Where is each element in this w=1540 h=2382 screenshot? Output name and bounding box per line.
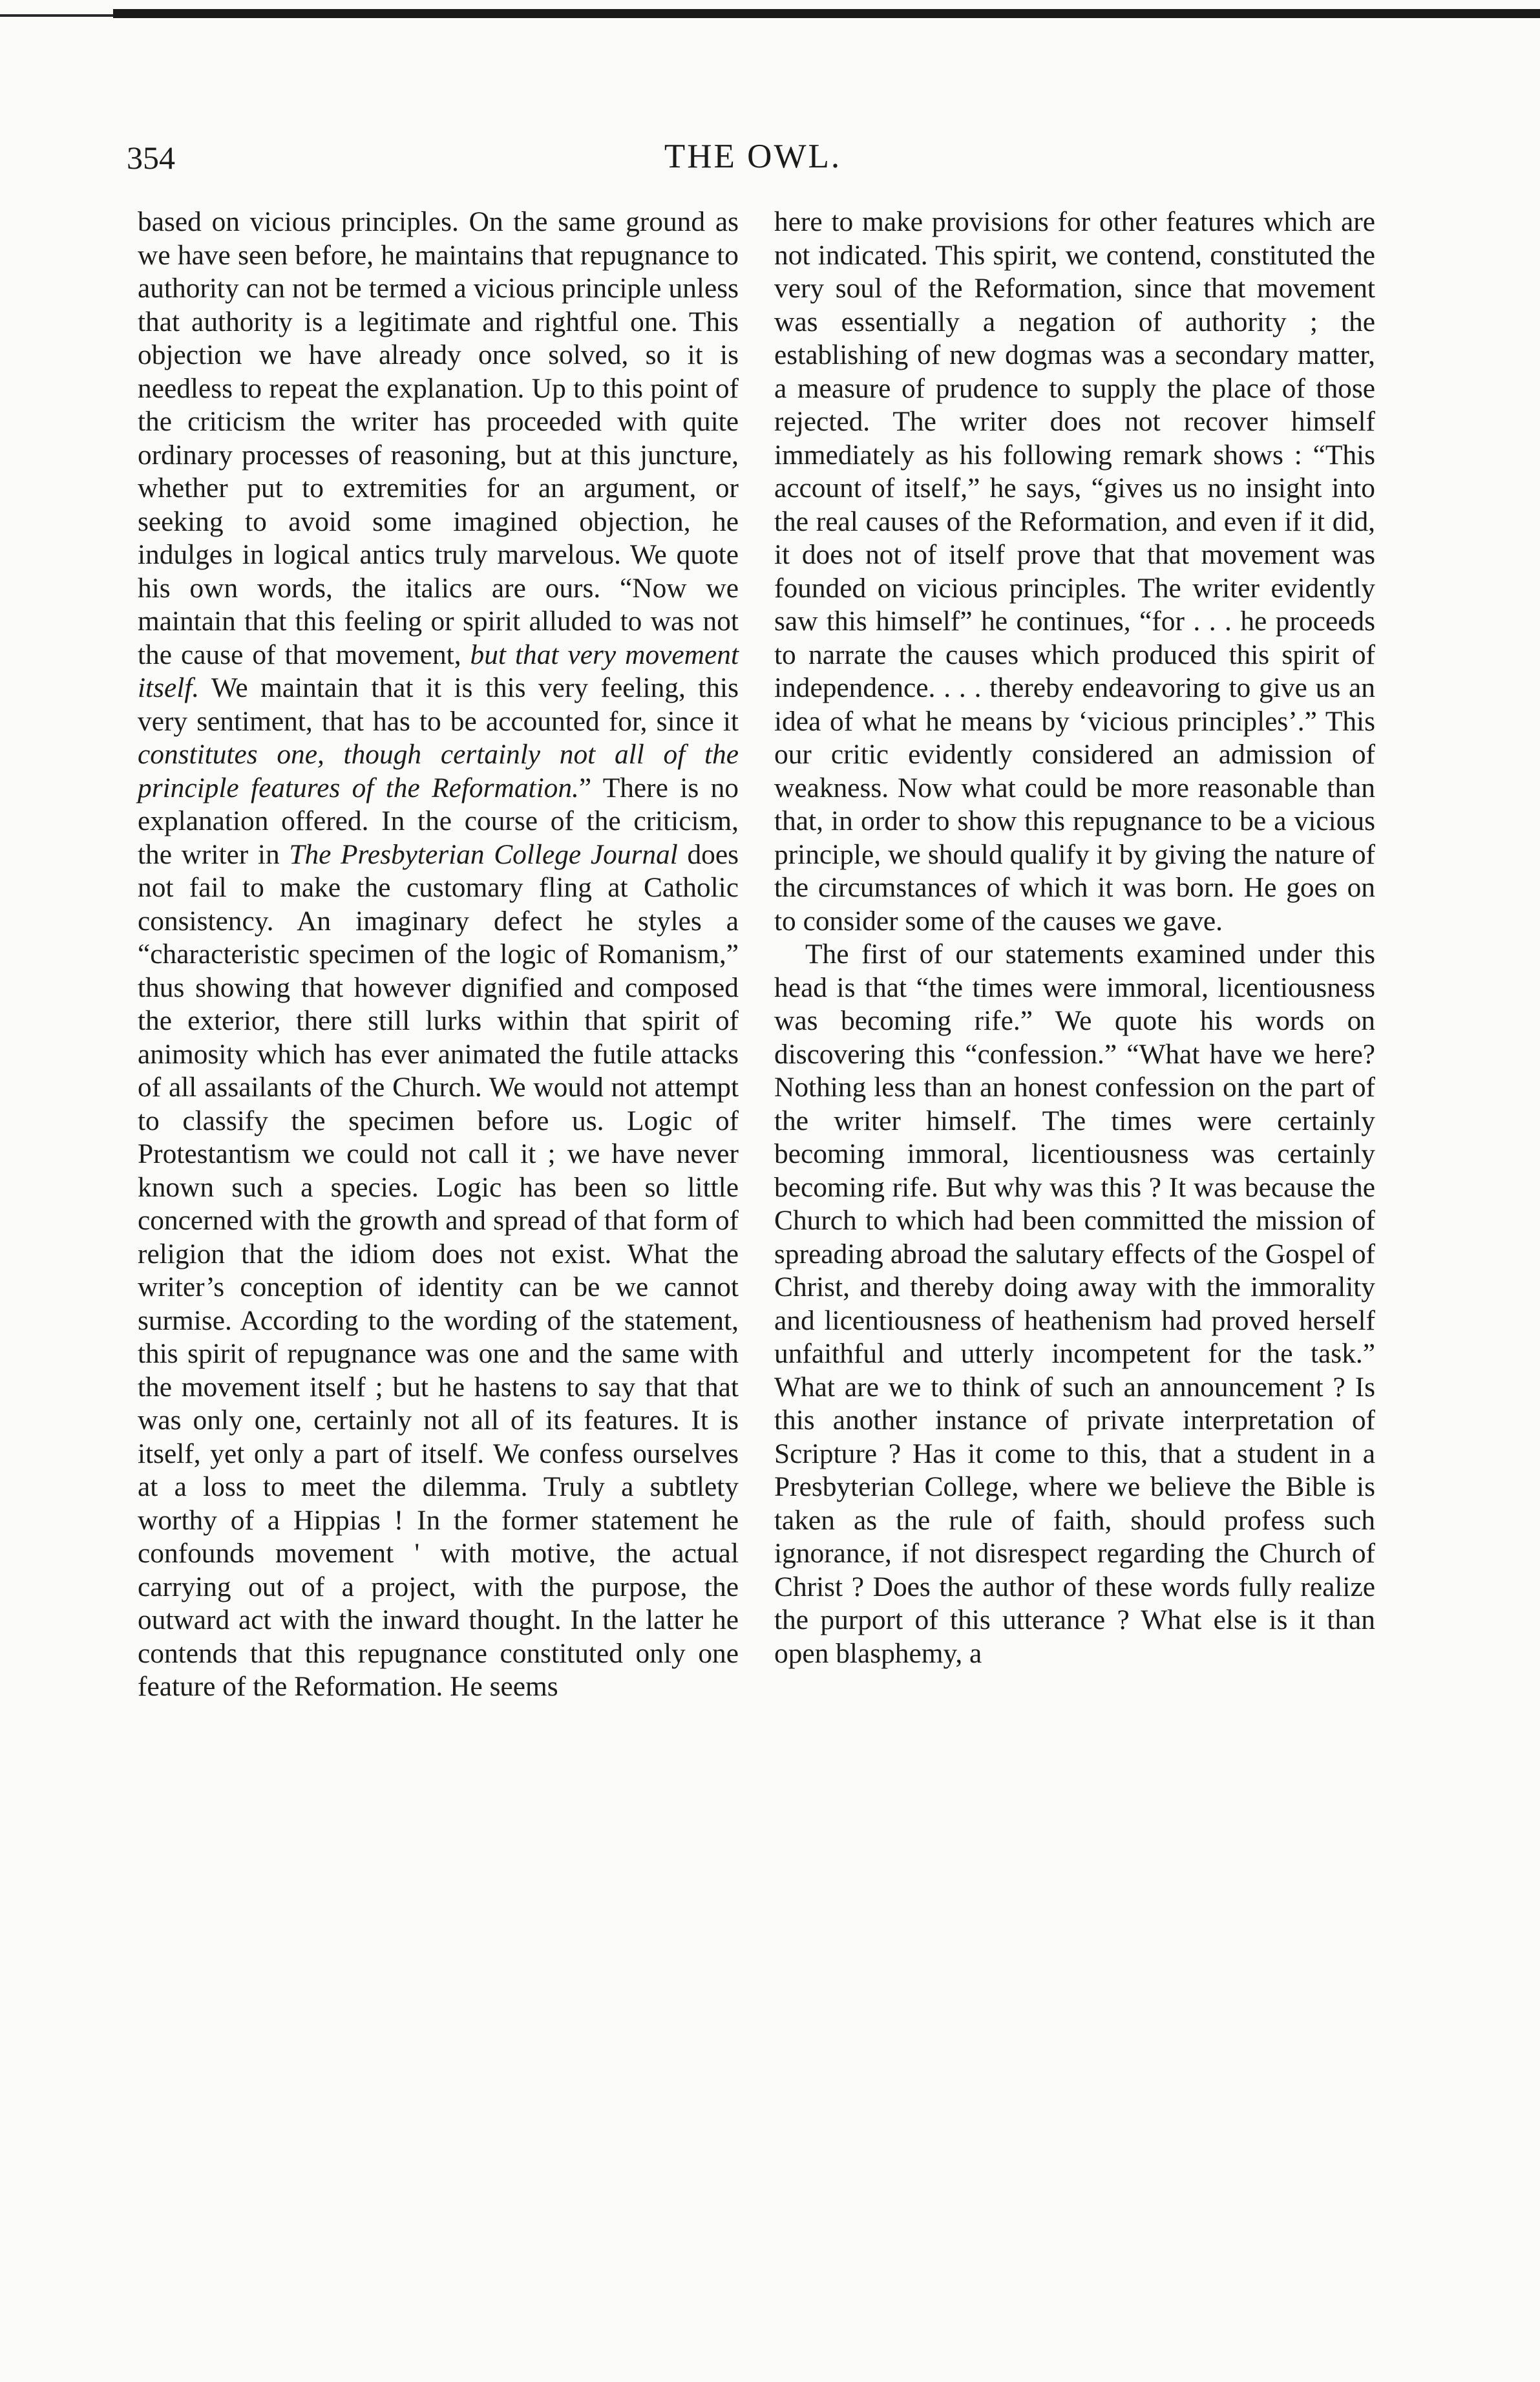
text-run: We maintain that it is this very feeling, this very sentiment, that has to be accounted for, since it (138, 672, 739, 737)
top-rule (113, 9, 1540, 18)
left-column (138, 206, 739, 1704)
text-run: based on vicious principles. On the same ground as we have seen before, he maintains that repugnance to authority can not be termed a vicious principle unless that authority is a legitimate and rightful one. This objection we have already once solved, so it is needless to repeat the explanation. Up to this point of the criticism the writer has proceeded with quite ordinary processes of reasoning, but at this juncture, whether put to extremities for an argument, or seeking to avoid some imagined objection, he indulges in logical antics truly marvelous. We quote his own words, the italics are ours. “Now we maintain that this feeling or spirit alluded to was not the cause of that movement, (138, 206, 739, 670)
left-paragraph-1 (138, 206, 739, 1704)
right-paragraph-2: The first of our statements examined under this head is that “the times were immoral, licentiousness was becoming rife.” We quote his words on discovering this “confession.” “What have we here? Nothing less than an honest confession on the part of the writer himself. The times were certainly becoming immoral, licentiousness was certainly becoming rife. But why was this ? It was because the Church to which had been committed the mission of spreading abroad the salutary effects of the Gospel of Christ, and thereby doing away with the immorality and licentiousness of heathenism had proved herself unfaithful and utterly incompetent for the task.” What are we to think of such an announcement ? Is this another instance of private interpretation of Scripture ? Has it come to this, that a student in a Presbyterian College, where we believe the Bible is taken as the rule of faith, should profess such ignorance, if not disrespect regarding the Church of Christ ? Does the author of these words fully realize the purport of this utterance ? What else is it than open blasphemy, a (774, 939, 1375, 1669)
italic-run: but that very movement itself. (138, 639, 739, 703)
text-run: ” There is no explanation offered. In the course of the criticism, the writer in (138, 772, 739, 870)
top-rule-left (0, 14, 113, 17)
italic-run: constitutes one, though certainly not all of the principle features of the Reformation. (138, 739, 739, 803)
text-run: does not fail to make the customary fling at Catholic consistency. An imaginary defect he styles a “characteristic specimen of the logic of Romanism,” thus showing that however dignified and composed the exterior, there still lurks within that spirit of animosity which has ever animated the futile attacks of all assailants of the Church. We would not attempt to classify the specimen before us. Logic of Protestantism we could not call it ; we have never known such a species. Logic has been so little concerned with the growth and spread of that form of religion that the idiom does not exist. What the writer’s conception of identity can be we cannot surmise. According to the wording of the statement, this spirit of repugnance was one and the same with the movement itself ; but he hastens to say that that was only one, certainly not all of its features. It is itself, yet only a part of itself. We confess ourselves at a loss to meet the dilemma. Truly a subtlety worthy of a Hippias ! In the former statement he confounds movement ' with motive, the actual carrying out of a project, with the purpose, the outward act with the inward thought. In the latter he contends that this repugnance constituted only one feature of the Reformation. He seems (138, 838, 739, 1702)
running-title: THE OWL. (664, 138, 842, 175)
right-column (774, 206, 1375, 1670)
page-number: 354 (127, 140, 175, 176)
italic-run: The Presbyterian College Journal (289, 838, 678, 870)
right-paragraph-1: here to make provisions for other features which are not indicated. This spirit, we contend, constituted the very soul of the Reformation, since that movement was essentially a negation of authority ; the establishing of new dogmas was a secondary matter, a measure of prudence to supply the place of those rejected. The writer does not recover himself immediately as his following remark shows : “This account of itself,” he says, “gives us no insight into the real causes of the Reformation, and even if it did, it does not of itself prove that that movement was founded on vicious principles. The writer evidently saw this himself” he continues, “for . . . he proceeds to narrate the causes which produced this spirit of independence. . . . thereby endeavoring to give us an idea of what he means by ‘vicious principles’.” This our critic evidently considered an admission of weakness. Now what could be more reasonable than that, in order to show this repugnance to be a vicious principle, we should qualify it by giving the nature of the circumstances of which it was born. He goes on to consider some of the causes we gave. (774, 206, 1375, 937)
